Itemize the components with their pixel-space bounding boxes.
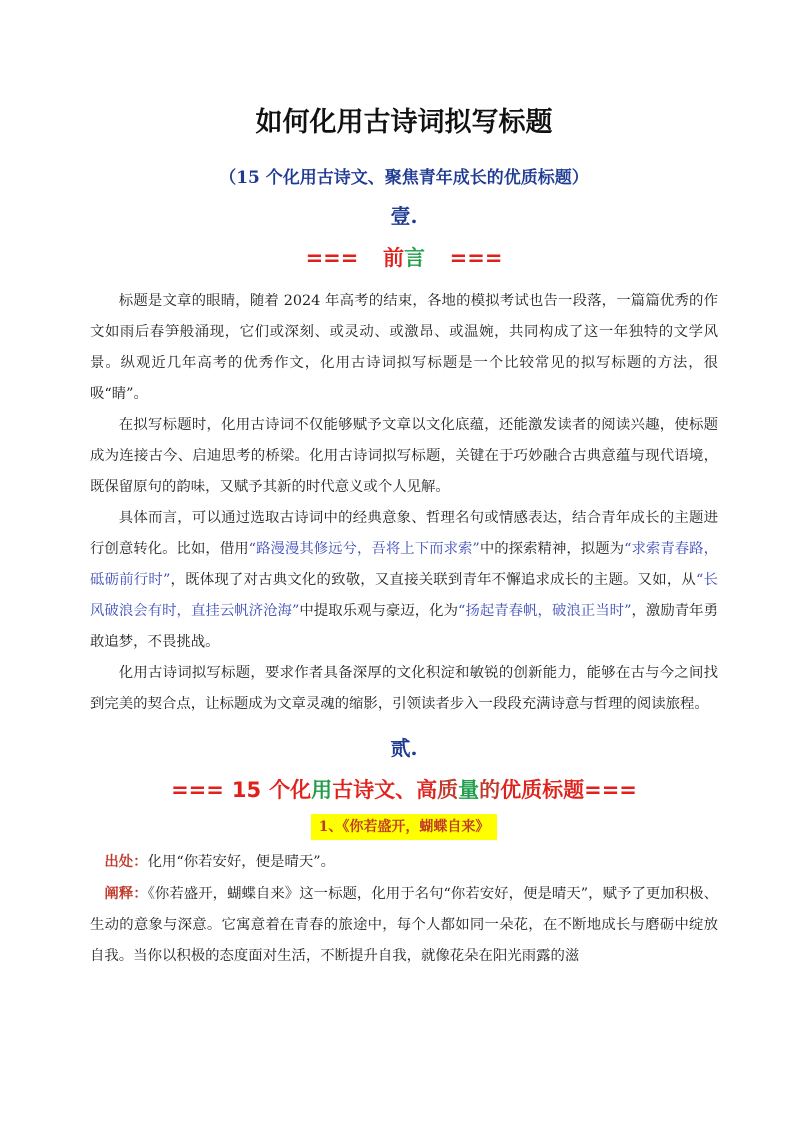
heading-char: 用 — [311, 778, 333, 802]
heading-marker-left: === — [305, 246, 359, 270]
explain-text: 《你若盛开，蝴蝶自来》这一标题，化用于名句“你若安好，便是晴天”，赋予了更加积极、生动的意象与深意。它寓意着在青春的旅途中，每个人都如同一朵花，在不断地成长与磨砺中绽放自我。当你以积极的态度面对生活，不断提升自我，就像花朵在阳光雨露的滋 — [90, 886, 718, 964]
source-text: 化用“你若安好，便是晴天”。 — [147, 854, 335, 870]
paragraph-text: 具体而言，可以通过选取古诗词中的经典意象、哲理名句或情感表达，结合青年成长的主题进行创意转化。比如，借用 — [90, 510, 718, 557]
explain-label: 阐释： — [104, 885, 148, 902]
heading-marker-right: === — [449, 246, 503, 270]
heading-char: 题 — [563, 778, 585, 802]
heading-char: 质 — [437, 778, 459, 802]
heading-char: 标 — [542, 778, 564, 802]
heading-marker-left: === — [171, 778, 224, 802]
quoted-verse: “长风破浪会有时，直挂云帆济沧海” — [90, 572, 719, 619]
heading-char: 质 — [521, 778, 543, 802]
heading-char: 个 — [269, 778, 291, 802]
item-1-source — [90, 846, 718, 878]
document-title: 如何化用古诗词拟写标题 — [255, 107, 553, 138]
heading-char: 量 — [458, 778, 480, 802]
heading-char: 化 — [290, 778, 312, 802]
item-1-title: 1、《你若盛开，蝴蝶自来》 — [311, 814, 498, 840]
heading-marker-right: === — [584, 778, 637, 802]
paragraph-text: 中的探索精神，拟题为 — [479, 541, 625, 557]
section-2-number: 贰. — [390, 736, 418, 760]
paragraph-text: 中提取乐观与豪迈，化为 — [299, 603, 459, 619]
item-1-title-wrap — [90, 814, 718, 840]
heading-char: 高 — [416, 778, 438, 802]
quoted-title: “扬起青春帆，破浪正当时” — [458, 603, 632, 619]
paragraph-text: ，激励青年勇敢追梦，不畏挑战。 — [90, 603, 718, 650]
heading-char: 前 — [383, 246, 404, 270]
intro-paragraph-2: 在拟写标题时，化用古诗词不仅能够赋予文章以文化底蕴，还能激发读者的阅读兴趣，使标题成为连接古今、启迪思考的桥梁。化用古诗词拟写标题，关键在于巧妙融合古典意蕴与现代语境，既保留原句的韵味，又赋予其新的时代意义或个人见解。 — [90, 417, 718, 495]
intro-paragraph-3 — [90, 503, 718, 658]
section-1-heading — [90, 242, 718, 274]
heading-char: 诗 — [353, 778, 375, 802]
intro-paragraph-1: 标题是文章的眼睛，随着 2024 年高考的结束，各地的模拟考试也告一段落，一篇篇优秀的作文如雨后春笋般涌现，它们或深刻、或灵动、或激昂、或温婉，共同构成了这一年独特的文学风景。纵观近几年高考的优秀作文，化用古诗词拟写标题是一个比较常见的拟写标题的方法，很吸“睛”。 — [90, 293, 718, 402]
intro-paragraph-4: 化用古诗词拟写标题，要求作者具备深厚的文化积淀和敏锐的创新能力，能够在古与今之间找到完美的契合点，让标题成为文章灵魂的缩影，引领读者步入一段段充满诗意与哲理的阅读旅程。 — [90, 665, 718, 712]
document-subtitle: （15 个化用古诗文、聚焦青年成长的优质标题） — [219, 168, 589, 188]
item-1-explanation — [90, 878, 718, 972]
paragraph-text: ，既体现了对古典文化的致敬，又直接关联到青年不懈追求成长的主题。又如，从 — [170, 572, 697, 588]
quoted-verse: “路漫漫其修远兮，吾将上下而求索” — [248, 541, 480, 557]
heading-char: 言 — [404, 246, 425, 270]
heading-char: 优 — [500, 778, 522, 802]
section-1-number: 壹. — [390, 204, 418, 228]
quoted-title: “求索青春路，砥砺前行时” — [90, 541, 718, 588]
heading-char: 、 — [395, 778, 417, 802]
source-label: 出处： — [104, 853, 148, 870]
document-content — [90, 104, 718, 972]
heading-char: 古 — [332, 778, 354, 802]
section-2-heading — [90, 774, 718, 806]
heading-char: 文 — [374, 778, 396, 802]
heading-char: 的 — [479, 778, 501, 802]
heading-char: 15 — [231, 778, 262, 802]
